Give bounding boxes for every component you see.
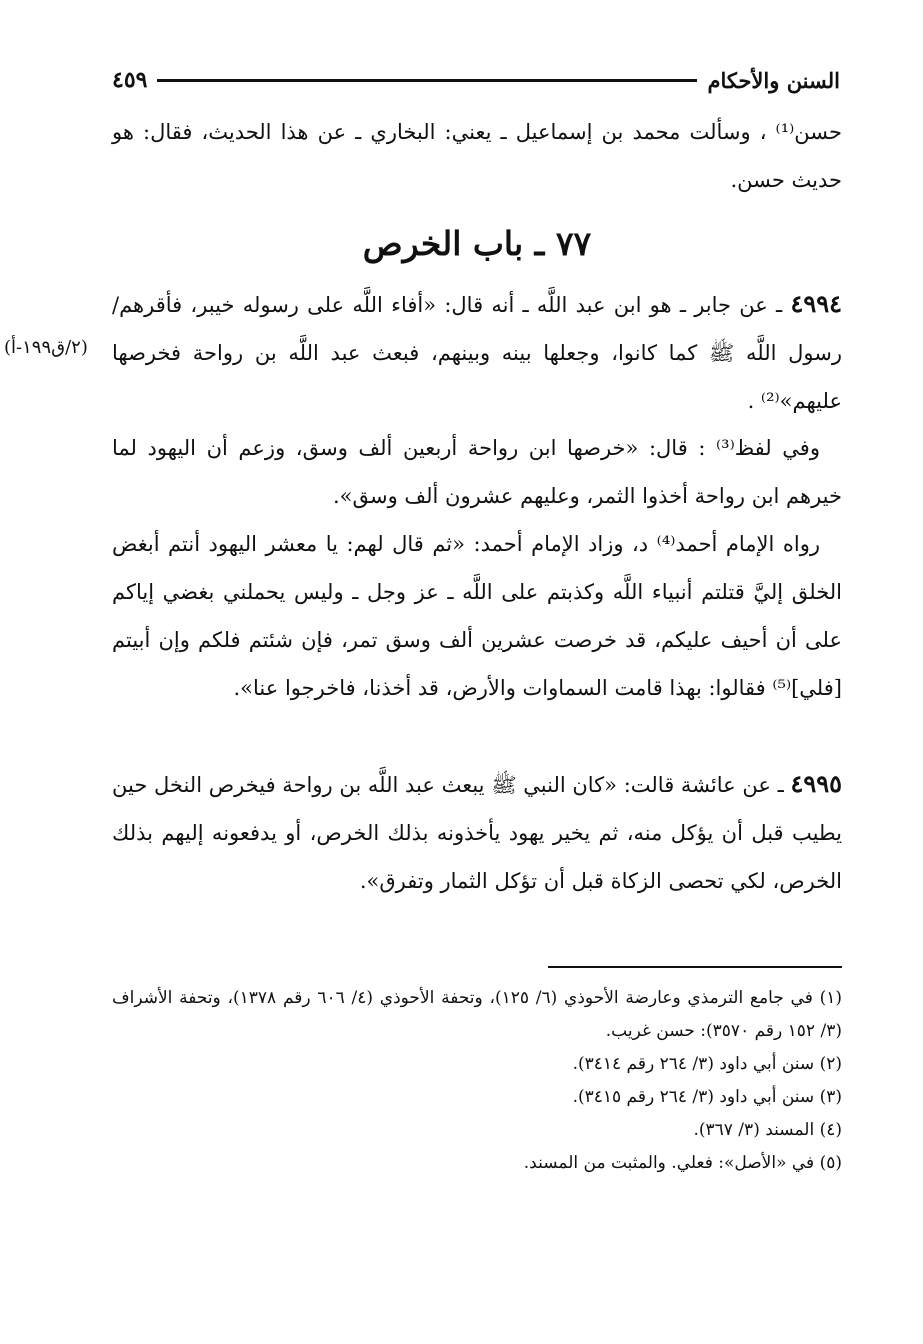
- narration-paragraph: رواه الإمام أحمد⁽⁴⁾ د، وزاد الإمام أحمد: «ثم قال لهم: يا معشر اليهود أنتم أبغض الخلق إليَّ قتلتم أنبياء اللَّه وكذبتم على اللَّه ـ عز وجل ـ وليس يحملني بغضي إياكم على أن أحيف عليكم، قد خرصت عشرين ألف وسق تمر، فإن شئتم فلكم وإن أبيتم [فلي]⁽⁵⁾ فقالوا: بهذا قامت السماوات والأرض، قد أخذنا، فاخرجوا عنا».: [112, 532, 842, 700]
- footnote-3: (٣) سنن أبي داود (٣/ ٢٦٤ رقم ٣٤١٥).: [572, 1087, 842, 1107]
- hadith-4994: [112, 280, 842, 425]
- chapter-title: ٧٧ ـ باب الخرص: [362, 224, 592, 263]
- footnotes: [112, 982, 842, 1180]
- footnote-5: (٥) في «الأصل»: فعلي. والمثبت من المسند.: [523, 1153, 842, 1173]
- running-title: السنن والأحكام: [707, 67, 840, 93]
- footnote-2: (٢) سنن أبي داود (٣/ ٢٦٤ رقم ٣٤١٤).: [572, 1054, 842, 1074]
- footnote-divider: [548, 966, 842, 968]
- footnote-4: (٤) المسند (٣/ ٣٦٧).: [693, 1120, 842, 1140]
- carry-over-paragraph: حسن⁽¹⁾ ، وسألت محمد بن إسماعيل ـ يعني: البخاري ـ عن هذا الحديث، فقال: هو حديث حسن.: [112, 120, 842, 192]
- hadith-text: ـ عن عائشة قالت: «كان النبي ﷺ يبعث عبد اللَّه بن رواحة فيخرص النخل حين يطيب قبل أن يؤكل منه، ثم يخير يهود يأخذونه بذلك الخرص، أو يدفعونه إليهم بذلك الخرص، لكي تحصى الزكاة قبل أن تؤكل الثمار وتفرق».: [112, 773, 842, 893]
- footnote-1: (١) في جامع الترمذي وعارضة الأحوذي (٦/ ١٢٥)، وتحفة الأحوذي (٤/ ٦٠٦ رقم ١٣٧٨)، وتحفة الأشراف (٣/ ١٥٢ رقم ٣٥٧٠): حسن غريب.: [112, 988, 842, 1041]
- page-header: [112, 62, 840, 98]
- variant-paragraph: وفي لفظ⁽³⁾ : قال: «خرصها ابن رواحة أربعين ألف وسق، وزعم أن اليهود لما خيرهم ابن رواحة أخذوا الثمر، وعليهم عشرون ألف وسق».: [112, 436, 842, 508]
- header-rule: [157, 79, 697, 82]
- hadith-number: ٤٩٩٤: [790, 289, 842, 318]
- manuscript-margin-note: (٢/ق١٩٩-أ): [4, 337, 88, 358]
- hadith-number: ٤٩٩٥: [790, 769, 843, 798]
- hadith-text: ـ عن جابر ـ هو ابن عبد اللَّه ـ أنه قال: «أفاء اللَّه على رسوله خيبر، فأقرهم/ رسول اللَّه ﷺ كما كانوا، وجعلها بينه وبينهم، فبعث عبد اللَّه بن رواحة فخرصها عليهم»⁽²⁾ .: [112, 293, 842, 413]
- page-number: ٤٥٩: [112, 67, 148, 93]
- hadith-4995: [112, 760, 842, 905]
